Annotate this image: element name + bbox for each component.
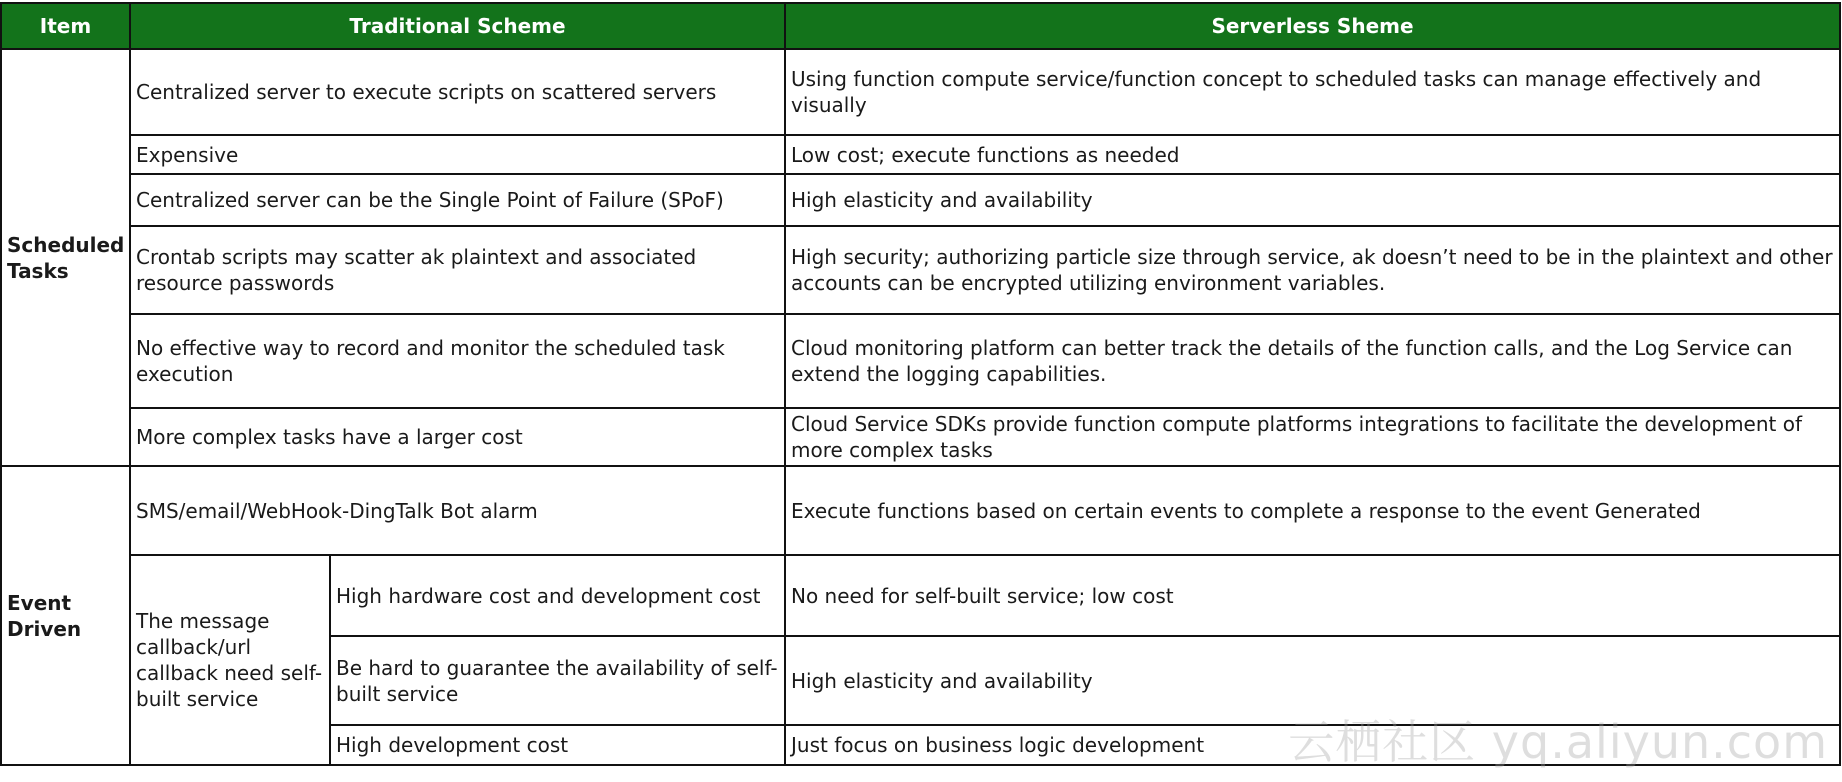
table-row [1,466,1840,555]
item-event-driven: Event Driven [1,466,130,765]
serverless-cell: Execute functions based on certain events to complete a response to the event Generated [785,466,1840,555]
callback-group-cell: The message callback/url callback need self-built service [130,555,330,765]
header-traditional: Traditional Scheme [130,3,785,49]
table-row [1,555,1840,636]
table-row [1,135,1840,174]
serverless-cell: No need for self-built service; low cost [785,555,1840,636]
serverless-cell: Cloud Service SDKs provide function compute platforms integrations to facilitate the development of more complex tasks [785,408,1840,466]
traditional-cell: No effective way to record and monitor the scheduled task execution [130,314,785,408]
header-item: Item [1,3,130,49]
table-row [1,314,1840,408]
table-row [1,226,1840,314]
header-serverless: Serverless Sheme [785,3,1840,49]
traditional-cell: Crontab scripts may scatter ak plaintext and associated resource passwords [130,226,785,314]
table-row [1,174,1840,226]
traditional-sub-cell: Be hard to guarantee the availability of self-built service [330,636,785,725]
table-row [1,408,1840,466]
watermark: 云栖社区 yq.aliyun.com [1288,715,1828,769]
traditional-sub-cell: High hardware cost and development cost [330,555,785,636]
traditional-sub-cell: High development cost [330,725,785,765]
serverless-cell: Cloud monitoring platform can better track the details of the function calls, and the Log Service can extend the logging capabilities. [785,314,1840,408]
comparison-table [0,2,1841,766]
serverless-cell: Low cost; execute functions as needed [785,135,1840,174]
traditional-cell: Expensive [130,135,785,174]
serverless-cell: Using function compute service/function concept to scheduled tasks can manage effectively and visually [785,49,1840,135]
serverless-cell: High elasticity and availability [785,174,1840,226]
traditional-cell: Centralized server to execute scripts on scattered servers [130,49,785,135]
serverless-cell: Just focus on business logic development [785,725,1840,765]
traditional-cell: SMS/email/WebHook-DingTalk Bot alarm [130,466,785,555]
serverless-cell: High elasticity and availability [785,636,1840,725]
item-scheduled-tasks: Scheduled Tasks [1,49,130,466]
traditional-cell: More complex tasks have a larger cost [130,408,785,466]
serverless-cell: High security; authorizing particle size through service, ak doesn’t need to be in the plaintext and other accounts can be encrypted utilizing environment variables. [785,226,1840,314]
header-row [1,3,1840,49]
traditional-cell: Centralized server can be the Single Point of Failure (SPoF) [130,174,785,226]
table-row [1,49,1840,135]
